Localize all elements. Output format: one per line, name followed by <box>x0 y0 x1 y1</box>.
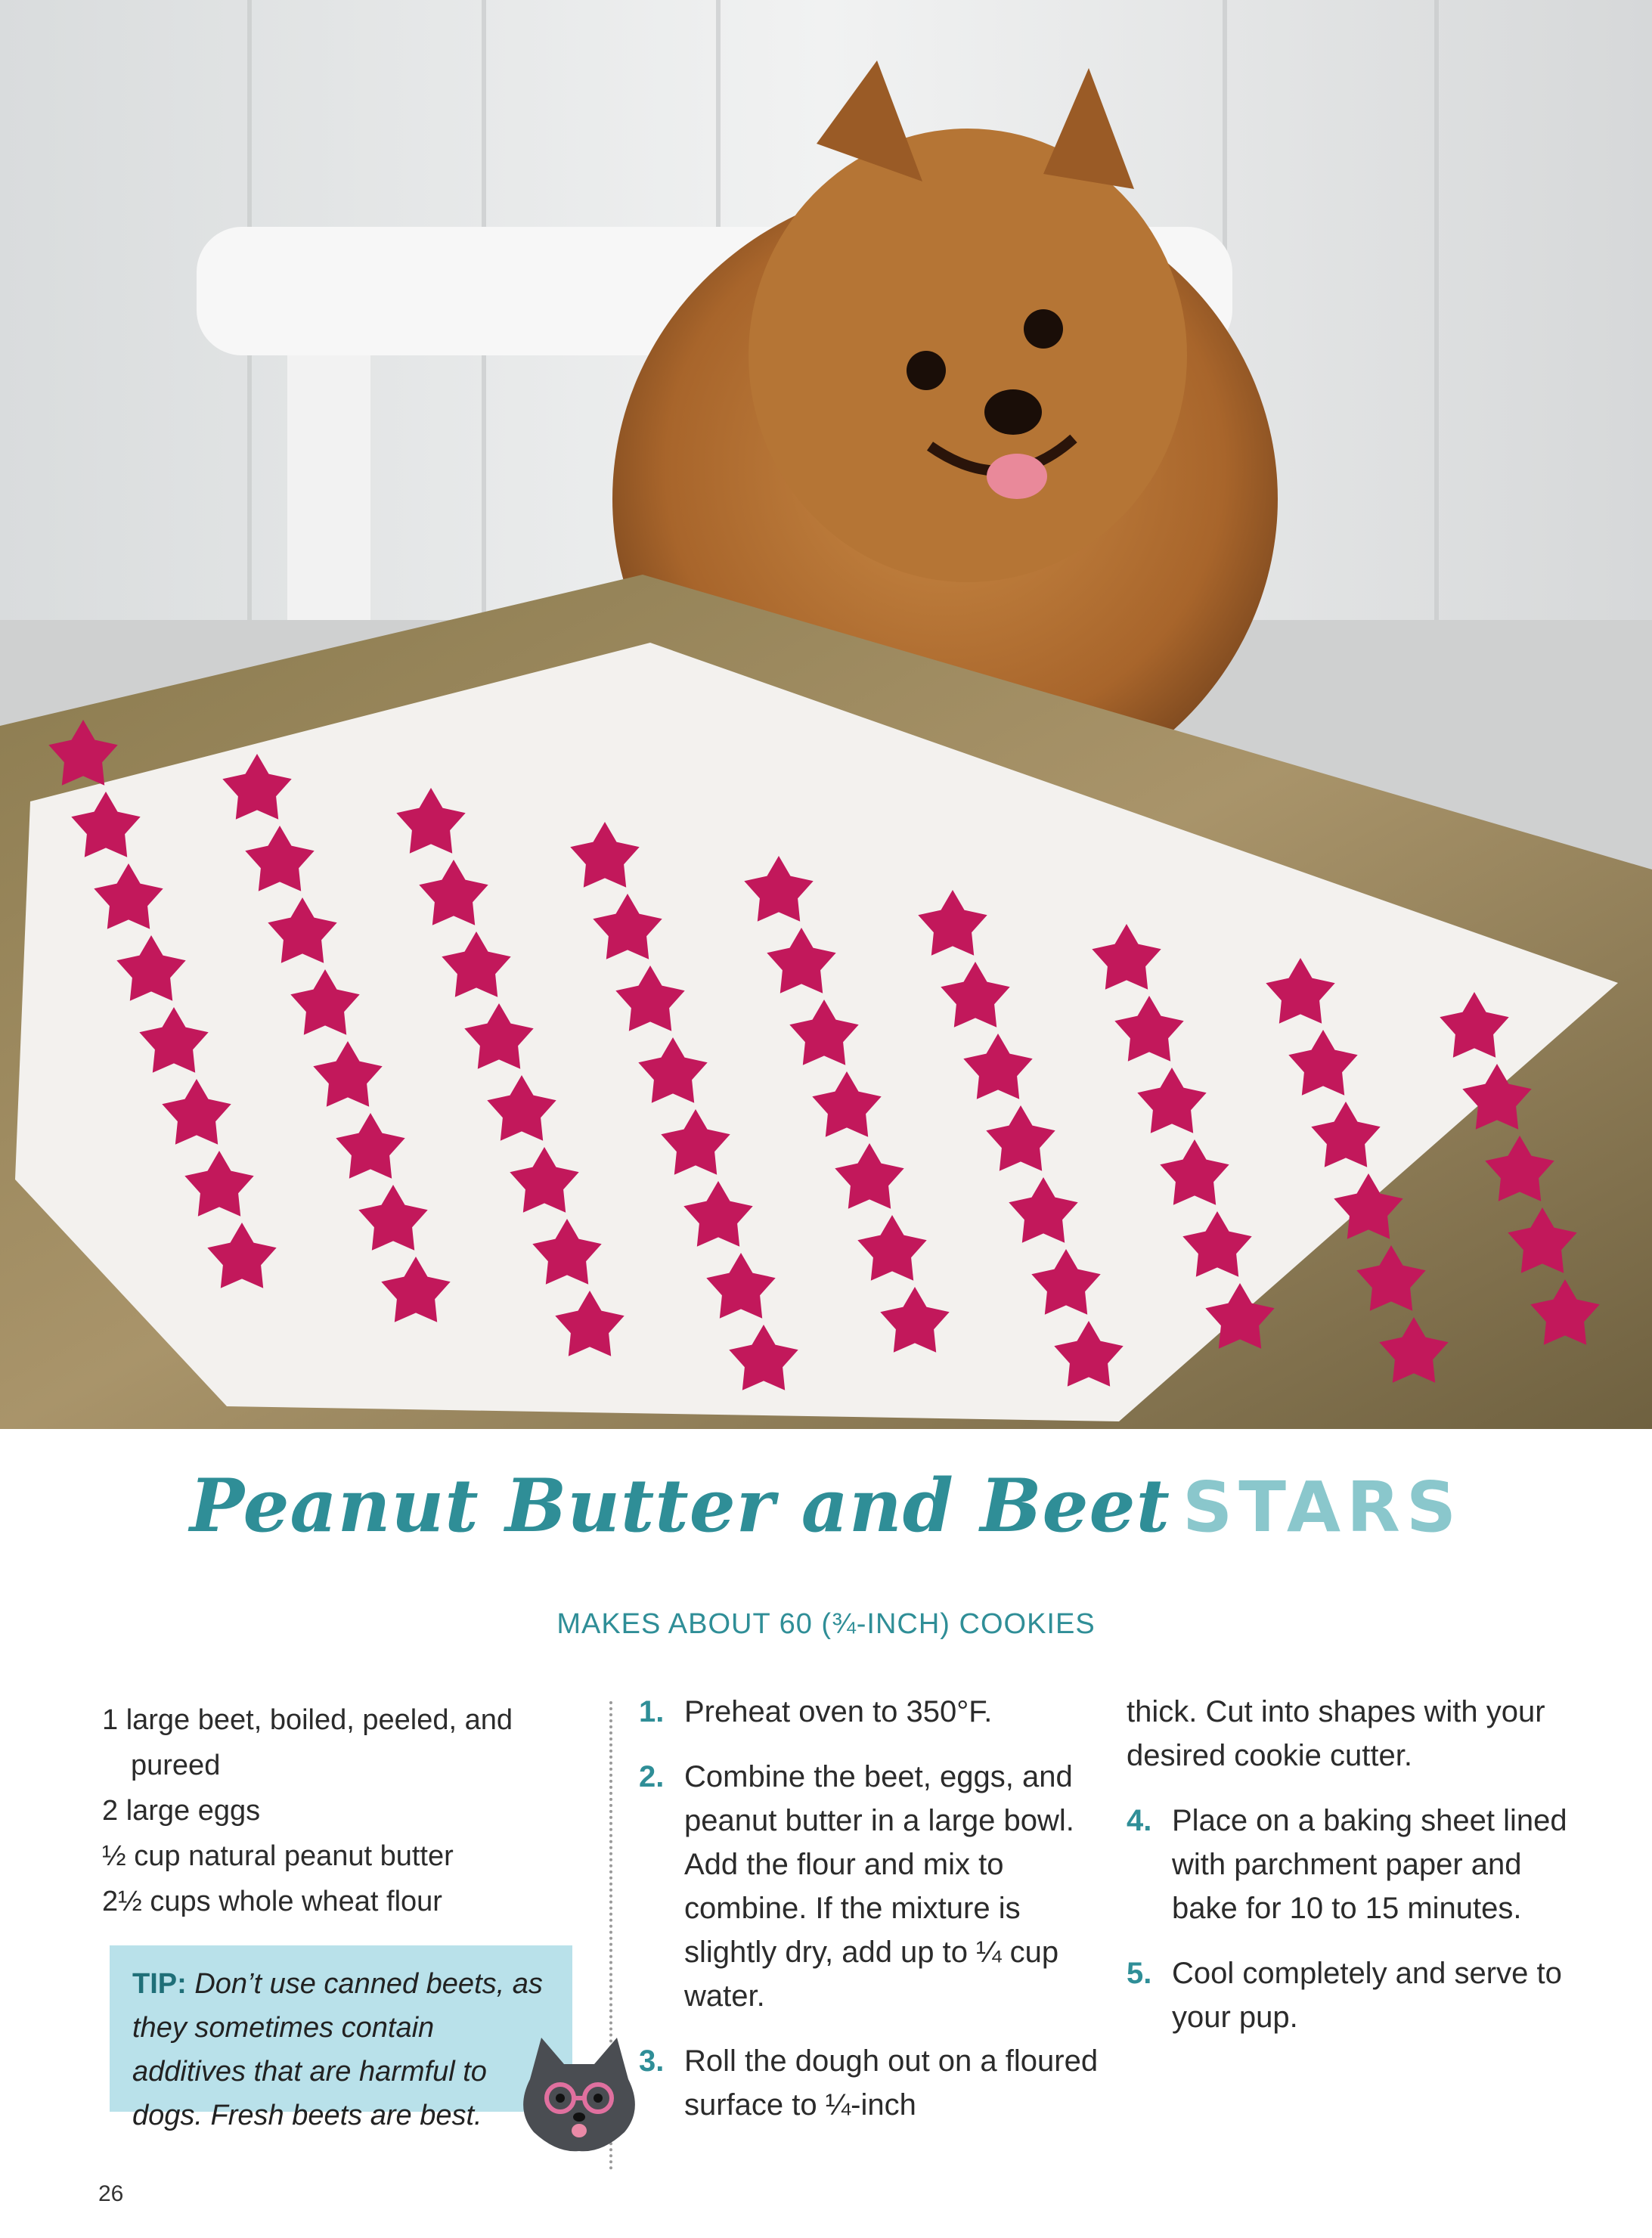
step-text: Combine the beet, eggs, and peanut butter in a large bowl. Add the flour and mix to combine. If the mixture is slightly dry, add up to ¼ cup water. <box>684 1760 1074 2013</box>
title-script: Peanut Butter and Beet <box>189 1463 1170 1548</box>
ingredient-item: 2½ cups whole wheat flour <box>102 1886 442 1917</box>
tip-box <box>110 1945 572 2131</box>
ingredient-item: 2 large eggs <box>102 1795 261 1827</box>
step-text: thick. Cut into shapes with your desired cookie cutter. <box>1127 1695 1545 1772</box>
title-caps: STARS <box>1182 1467 1463 1548</box>
tip-text: Don’t use canned beets, as they sometimes contain additives that are harmful to dogs. Fresh beets are best. <box>132 1968 543 2131</box>
page-number: 26 <box>98 2181 124 2206</box>
step-number: 1. <box>639 1695 665 1728</box>
step-item <box>639 1690 1108 1734</box>
step-number: 3. <box>639 2044 665 2078</box>
step-item <box>1127 1799 1573 1930</box>
step-number: 4. <box>1127 1804 1152 1837</box>
yield-line: MAKES ABOUT 60 (¾-INCH) COOKIES <box>556 1608 1096 1640</box>
step-continuation <box>1127 1690 1573 1778</box>
step-item <box>639 2039 1108 2127</box>
step-item <box>1127 1951 1573 2039</box>
step-text: Preheat oven to 350°F. <box>684 1695 993 1728</box>
recipe-title <box>0 1463 1652 1548</box>
steps-column-1 <box>639 1690 1108 2148</box>
step-text: Roll the dough out on a floured surface to ¼-inch <box>684 2044 1099 2122</box>
pomeranian-mascot-icon <box>511 2026 647 2155</box>
step-number: 2. <box>639 1760 665 1793</box>
ingredient-item: 1 large beet, boiled, peeled, and pureed <box>102 1704 513 1781</box>
tip-label: TIP: <box>132 1968 187 2000</box>
ingredient-item: ½ cup natural peanut butter <box>102 1840 454 1872</box>
step-item <box>639 1755 1108 2018</box>
ingredient-list <box>102 1697 571 1924</box>
step-number: 5. <box>1127 1957 1152 1990</box>
step-text: Cool completely and serve to your pup. <box>1172 1957 1562 2034</box>
step-text: Place on a baking sheet lined with parchment paper and bake for 10 to 15 minutes. <box>1172 1804 1567 1925</box>
steps-column-2 <box>1127 1690 1573 2060</box>
